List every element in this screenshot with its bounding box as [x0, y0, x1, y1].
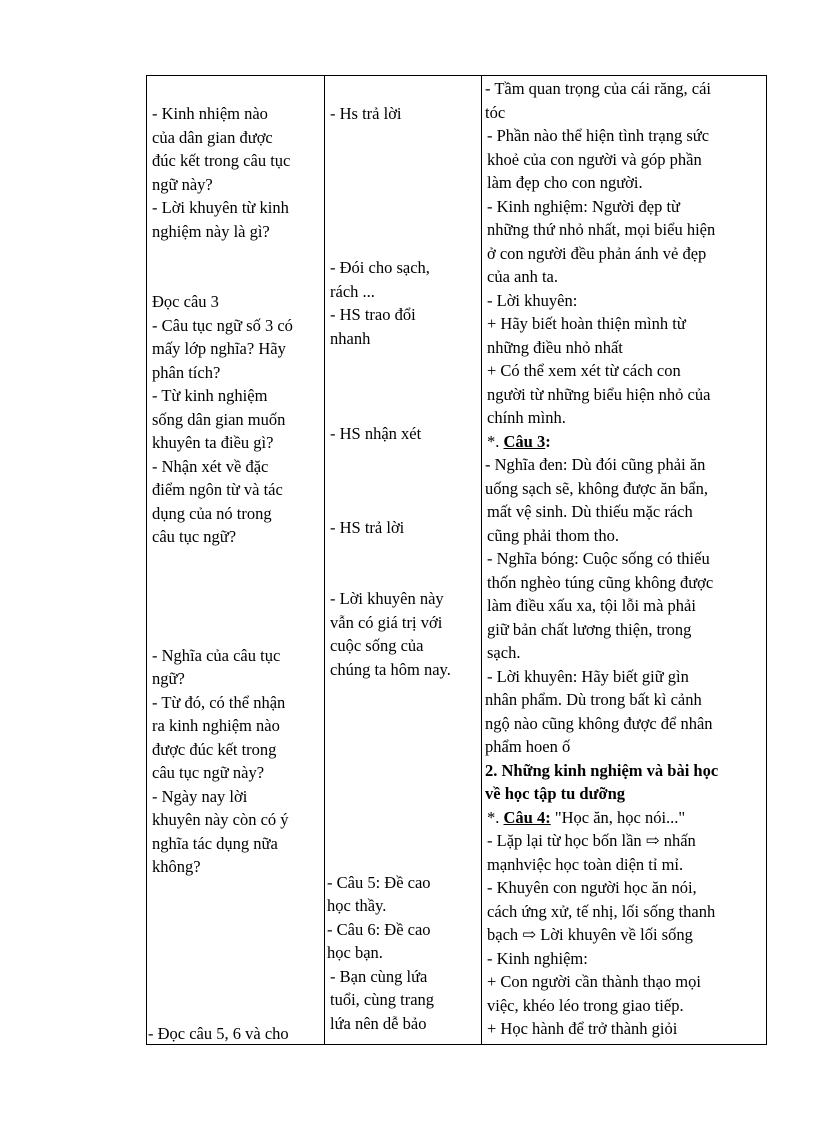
text-line: được đúc kết trong	[152, 740, 277, 759]
section-heading: 2. Những kinh nghiệm và bài học	[485, 761, 719, 780]
text-line: khuyên ta điều gì?	[152, 433, 274, 452]
text-line: mạnhviệc học toàn diện tỉ mỉ.	[487, 855, 684, 874]
text-line: - Câu 5: Đề cao	[327, 873, 431, 892]
text-line: mất vệ sinh. Dù thiếu mặc rách	[487, 502, 693, 521]
text-line: lứa nên dễ bảo	[330, 1014, 427, 1033]
text-line: - Câu 6: Đề cao	[327, 920, 431, 939]
text-line: - Đói cho sạch,	[330, 258, 430, 277]
text-line: nhanh	[330, 329, 371, 348]
teacher-activity-column	[147, 76, 324, 1044]
text-line: - Ngày nay lời	[152, 787, 248, 806]
text-line: cũng phải thom tho.	[487, 526, 619, 545]
text-line: - Từ kinh nghiệm	[152, 386, 268, 405]
text-line: - Nghĩa của câu tục	[152, 646, 281, 665]
text-line: cuộc sống của	[330, 636, 424, 655]
text-line: làm điều xấu xa, tội lỗi mà phải	[487, 596, 696, 615]
text-line: chúng ta hôm nay.	[330, 660, 451, 679]
text-line: thốn nghèo túng cũng không được	[487, 573, 714, 592]
text-line: mấy lớp nghĩa? Hãy	[152, 339, 286, 358]
text-line: của dân gian được	[152, 128, 273, 147]
text-line: phẩm hoen ố	[485, 737, 571, 756]
text-line: điểm ngôn từ và tác	[152, 480, 283, 499]
cau-3-heading: *. Câu 3:	[487, 432, 551, 451]
text-line: - Đọc câu 5, 6 và cho	[148, 1024, 289, 1043]
text-line: câu tục ngữ?	[152, 527, 237, 546]
text-line: + Con người cần thành thạo mọi	[487, 972, 701, 991]
text-line: nhân phẩm. Dù trong bất kì cảnh	[485, 690, 702, 709]
text-line: những thứ nhỏ nhất, mọi biểu hiện	[487, 220, 716, 239]
content-column	[482, 76, 768, 1044]
text-line: những điều nhỏ nhất	[487, 338, 623, 357]
text-line: - Bạn cùng lứa	[330, 967, 428, 986]
text-line: giữ bản chất lương thiện, trong	[487, 620, 692, 639]
text-line: học thầy.	[327, 896, 387, 915]
text-line: chính mình.	[487, 408, 566, 427]
text-line: - Hs trả lời	[330, 104, 402, 123]
text-line: - Nghĩa đen: Dù đói cũng phải ăn	[485, 455, 706, 474]
text-line: khuyên này còn có ý	[152, 810, 289, 829]
text-line: khoẻ của con người và góp phần	[487, 150, 702, 169]
text-line: sống dân gian muốn	[152, 410, 286, 429]
text-line: không?	[152, 857, 201, 876]
text-line: - Câu tục ngữ số 3 có	[152, 316, 293, 335]
text-line: - Khuyên con người học ăn nói,	[487, 878, 697, 897]
text-line: ngộ nào cũng không được để nhân	[485, 714, 713, 733]
text-line: - Lời khuyên: Hãy biết giữ gìn	[487, 667, 689, 686]
text-line: - Lời khuyên này	[330, 589, 444, 608]
text-line: - Kinh nghiệm:	[487, 949, 588, 968]
text-line: ngữ?	[152, 669, 185, 688]
text-line: tóc	[485, 103, 506, 122]
text-line: - HS trao đổi	[330, 305, 416, 324]
text-line: việc, khéo léo trong giao tiếp.	[487, 996, 684, 1015]
text-line: đúc kết trong câu tục	[152, 151, 291, 170]
text-line: ngữ này?	[152, 175, 213, 194]
text-line: tuổi, cùng trang	[330, 990, 435, 1009]
text-line: + Có thể xem xét từ cách con	[487, 361, 681, 380]
text-line: - Nhận xét về đặc	[152, 457, 269, 476]
student-activity-column	[325, 76, 481, 1044]
text-line: phân tích?	[152, 363, 221, 382]
text-line: - Kinh nhiệm nào	[152, 104, 268, 123]
text-line: - HS nhận xét	[330, 424, 422, 443]
section-heading: về học tập tu dưỡng	[485, 784, 626, 803]
text-line: - HS trả lời	[330, 518, 405, 537]
text-line: - Lời khuyên từ kinh	[152, 198, 289, 217]
text-line: Đọc câu 3	[152, 292, 219, 311]
text-line: của anh ta.	[487, 267, 559, 286]
text-line: vẫn có giá trị với	[330, 613, 443, 632]
text-line: uống sạch sẽ, không được ăn bẩn,	[485, 479, 708, 498]
lesson-table	[146, 75, 767, 1045]
text-line: - Phần nào thể hiện tình trạng sức	[487, 126, 710, 145]
text-line: - Kinh nghiệm: Người đẹp từ	[487, 197, 680, 216]
text-line: người từ những biểu hiện nhỏ của	[487, 385, 711, 404]
cau-4-heading: *. Câu 4: "Học ăn, học nói..."	[487, 808, 686, 827]
text-line: cách ứng xử, tế nhị, lối sống thanh	[487, 902, 716, 921]
text-line: câu tục ngữ này?	[152, 763, 265, 782]
text-line: + Hãy biết hoàn thiện mình từ	[487, 314, 686, 333]
text-line: - Lặp lại từ học bốn lần ⇨ nhấn	[487, 831, 696, 850]
text-line: bạch ⇨ Lời khuyên về lối sống	[487, 925, 693, 944]
text-line: nghiệm này là gì?	[152, 222, 270, 241]
text-line: học bạn.	[327, 943, 383, 962]
text-line: rách ...	[330, 282, 375, 301]
text-line: - Lời khuyên:	[487, 291, 578, 310]
text-line: nghĩa tác dụng nữa	[152, 834, 278, 853]
text-line: + Học hành để trở thành giỏi	[487, 1019, 678, 1038]
text-line: - Tầm quan trọng của cái răng, cái	[485, 79, 712, 98]
text-line: - Nghĩa bóng: Cuộc sống có thiếu	[487, 549, 710, 568]
text-line: ở con người đều phản ánh vẻ đẹp	[487, 244, 707, 263]
text-line: làm đẹp cho con người.	[487, 173, 643, 192]
text-line: - Từ đó, có thể nhận	[152, 693, 286, 712]
text-line: dụng của nó trong	[152, 504, 272, 523]
text-line: ra kinh nghiệm nào	[152, 716, 280, 735]
text-line: sạch.	[487, 643, 521, 662]
